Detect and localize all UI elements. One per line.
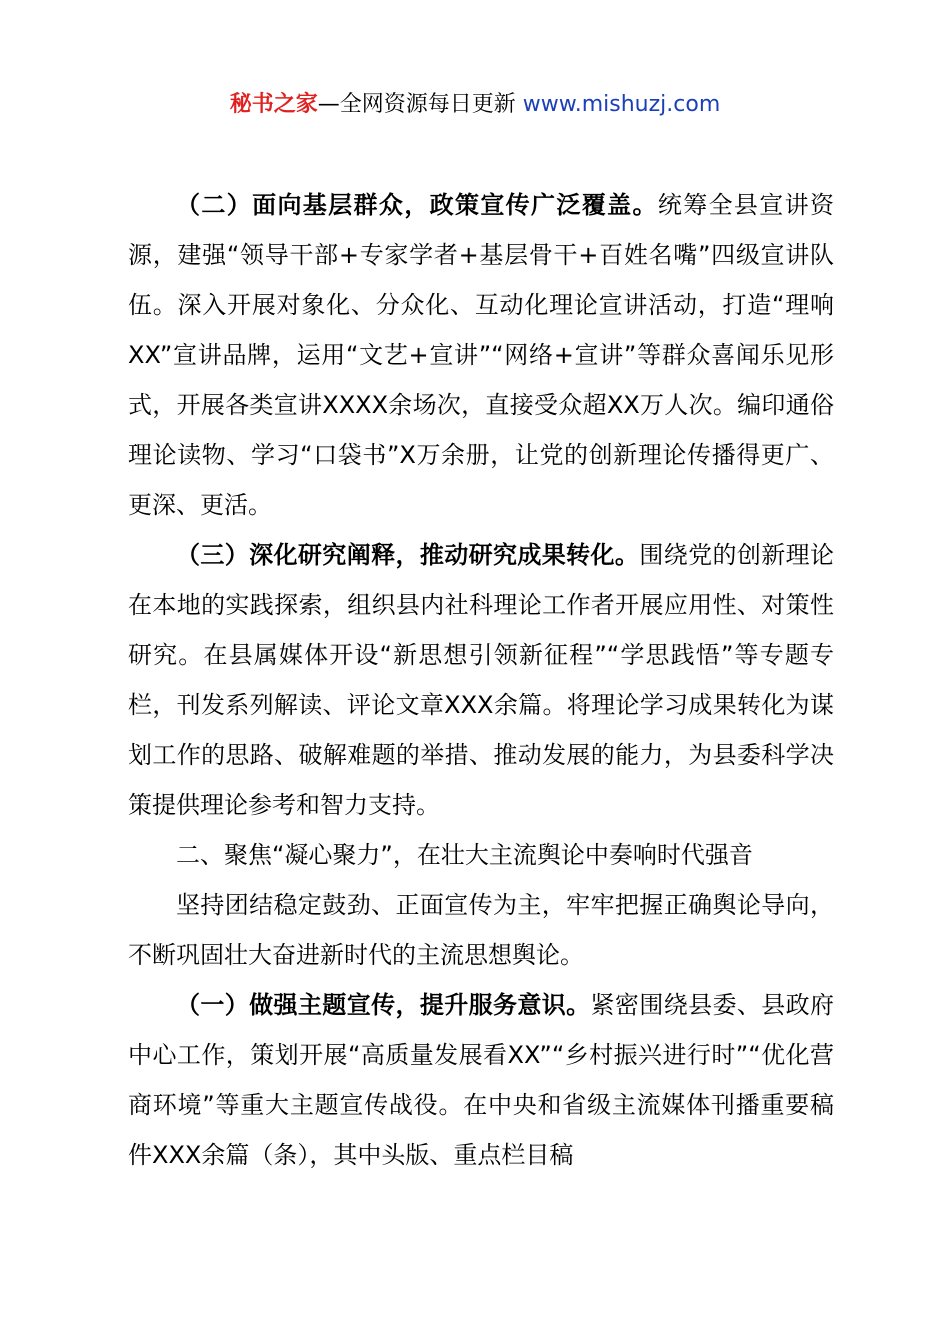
paragraph-heading: （一）做强主题宣传，提升服务意识。 <box>176 991 591 1019</box>
paragraph-heading: （三）深化研究阐释，推动研究成果转化。 <box>176 541 640 569</box>
paragraph-heading: （二）面向基层群众，政策宣传广泛覆盖。 <box>176 191 658 219</box>
paragraph-text: 坚持团结稳定鼓劲、正面宣传为主，牢牢把握正确舆论导向，不断巩固壮大奋进新时代的主流思想舆论。 <box>128 891 834 969</box>
document-body <box>128 180 834 1180</box>
site-url-link[interactable]: www.mishuzj.com <box>522 92 721 117</box>
paragraph-section-2 <box>128 180 834 530</box>
site-tagline: —全网资源每日更新 <box>317 92 523 117</box>
paragraph-section-3 <box>128 530 834 830</box>
paragraph-intro <box>128 880 834 980</box>
paragraph-section-1 <box>128 980 834 1180</box>
paragraph-text: 紧密围绕县委、县政府中心工作，策划开展“高质量发展看XX”“乡村振兴进行时”“优化营商环境”等重大主题宣传战役。在中央和省级主流媒体刊播重要稿件XXX余篇（条），其中头版、重点栏目稿 <box>128 991 835 1169</box>
chapter-heading <box>128 830 834 880</box>
paragraph-text: 统筹全县宣讲资源，建强“领导干部+专家学者+基层骨干+百姓名嘴”四级宣讲队伍。深入开展对象化、分众化、互动化理论宣讲活动，打造“理响XX”宣讲品牌，运用“文艺+宣讲”“网络+宣讲”等群众喜闻乐见形式，开展各类宣讲XXXX余场次，直接受众超XX万人次。编印通俗理论读物、学习“口袋书”X万余册，让党的创新理论传播得更广、更深、更活。 <box>128 191 835 519</box>
paragraph-text: 围绕党的创新理论在本地的实践探索，组织县内社科理论工作者开展应用性、对策性研究。在县属媒体开设“新思想引领新征程”“学思践悟”等专题专栏，刊发系列解读、评论文章XXX余篇。将理论学习成果转化为谋划工作的思路、破解难题的举措、推动发展的能力，为县委科学决策提供理论参考和智力支持。 <box>128 541 835 819</box>
site-header <box>0 88 950 122</box>
chapter-heading-text: 二、聚焦“凝心聚力”，在壮大主流舆论中奏响时代强音 <box>176 841 753 869</box>
site-brand: 秘书之家 <box>229 92 318 117</box>
